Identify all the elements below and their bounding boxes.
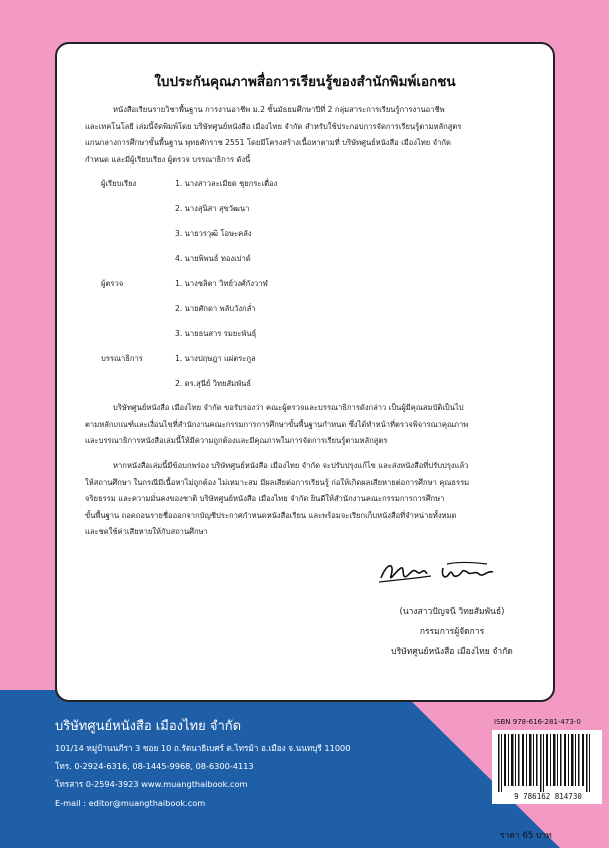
person-name: 2. นางสุนิสา สุขวัฒนา <box>175 204 250 213</box>
signer-name: (นางสาวปัญจนี วิทยสัมพันธ์) <box>399 607 505 617</box>
text-line: หนังสือเรียนรายวิชาพื้นฐาน การงานอาชีพ ม.2 ชั้นมัธยมศึกษาปีที่ 2 กลุ่มสาระการเรียนรู้การงานอาชีพ <box>113 105 445 114</box>
person-name: 2. ดร.สุนีย์ วิทยสัมพันธ์ <box>175 379 251 388</box>
person-name: 3. นายวรวุฒิ โอษะคลัง <box>175 229 252 238</box>
person-name: 3. นายธนสาร รมยะพันธุ์ <box>175 329 257 338</box>
footer-phone: โทร. 0-2924-6316, 08-1445-9968, 08-6300-4113 <box>55 761 254 771</box>
person-name: 1. นางชลิตา วิทย์วงศ์กังวาฬ <box>175 279 268 288</box>
isbn-text: ISBN 978-616-281-473-0 <box>494 718 581 726</box>
certification-paragraph <box>85 400 535 450</box>
text-line: และบรรณาธิการหนังสือเล่มนี้ให้มีความถูกต้องและมีคุณภาพในการจัดการเรียนรู้ตามหลักสูตร <box>85 436 388 445</box>
footer-email: E-mail : editor@muangthaibook.com <box>55 798 206 808</box>
footer-address: 101/14 หมู่บ้านนภีรา 3 ซอย 10 ถ.รัตนาธิเบศร์ ต.ไทรม้า อ.เมือง จ.นนทบุรี 11000 <box>55 743 351 753</box>
role-label: ผู้ตรวจ <box>101 279 124 288</box>
text-line: แกนกลางการศึกษาขั้นพื้นฐาน พุทธศักราช 2551 โดยมีโครงสร้างเนื้อหาตามที่ บริษัทศูนย์หนังสือ เมืองไทย จำกัด <box>85 138 451 147</box>
person-name: 2. นายศักดา พลับวังกล่ำ <box>175 304 256 313</box>
text-line: ขั้นพื้นฐาน ถอดถอนรายชื่อออกจากบัญชีประกาศกำหนดหนังสือเรียน และพร้อมจะเรียกเก็บหนังสือที่จำหน่ายทั้งหมด <box>85 510 457 520</box>
text-line: จริยธรรม และความมั่นคงของชาติ บริษัทศูนย์หนังสือ เมืองไทย จำกัด ยินดีให้สำนักงานคณะกรรมการการศึกษา <box>85 494 445 503</box>
certificate-card <box>55 42 555 702</box>
person-name: 1. นางสาวละเมียด ชุยกระเตื่อง <box>175 179 278 188</box>
text-line: ตามหลักเกณฑ์และเงื่อนไขที่สำนักงานคณะกรรมการการศึกษาขั้นพื้นฐานกำหนด ซึ่งได้ทำหน้าที่ตรวจพิจารณาคุณภาพ <box>85 419 469 429</box>
person-name: 1. นางปฤษฎา แผ่ตระกูล <box>175 354 256 363</box>
person-name: 4. นายพิพนธ์ ทองเปาด์ <box>175 254 251 263</box>
signer-position: กรรมการผู้จัดการ <box>419 627 485 637</box>
liability-paragraph <box>85 458 535 541</box>
role-label: ผู้เรียบเรียง <box>101 179 137 188</box>
signer-company: บริษัทศูนย์หนังสือ เมืองไทย จำกัด <box>391 647 513 657</box>
barcode-area <box>486 718 604 840</box>
footer-company: บริษัทศูนย์หนังสือ เมืองไทย จำกัด <box>55 719 242 734</box>
text-line: และชดใช้ค่าเสียหายให้กับสถานศึกษา <box>85 527 208 536</box>
price-text: ราคา 65 บาท <box>500 831 552 841</box>
barcode-digits: 9 786162 814730 <box>514 792 582 801</box>
text-line: บริษัทศูนย์หนังสือ เมืองไทย จำกัด ขอรับรองว่า คณะผู้ตรวจและบรรณาธิการดังกล่าว เป็นผู้มีคุณสมบัติเป็นไป <box>113 403 464 412</box>
footer-fax: โทรสาร 0-2594-3923 www.muangthaibook.com <box>55 779 248 789</box>
signature-image <box>377 556 507 590</box>
intro-paragraph <box>85 102 535 168</box>
barcode <box>492 730 602 804</box>
text-line: หากหนังสือเล่มนี้มีข้อบกพร่อง บริษัทศูนย์หนังสือ เมืองไทย จำกัด จะปรับปรุงแก้ไข และส่งหนังสือที่ปรับปรุงแล้ว <box>113 461 469 470</box>
text-line: ให้สถานศึกษา ในกรณีมีเนื้อหาไม่ถูกต้อง ไม่เหมาะสม มีผลเสียต่อการเรียนรู้ ก่อให้เกิดผลเสียหายต่อการศึกษา คุณธรรม <box>85 477 470 487</box>
text-line: กำหนด และมีผู้เรียบเรียง ผู้ตรวจ บรรณาธิการ ดังนี้ <box>85 154 251 164</box>
role-label: บรรณาธิการ <box>101 354 143 363</box>
page-title: ใบประกันคุณภาพสื่อการเรียนรู้ของสำนักพิมพ์เอกชน <box>154 74 456 90</box>
text-line: และเทคโนโลยี เล่มนี้จัดพิมพ์โดย บริษัทศูนย์หนังสือ เมืองไทย จำกัด สำหรับใช้ประกอบการจัดการเรียนรู้ตามหลักสูตร <box>85 121 462 131</box>
